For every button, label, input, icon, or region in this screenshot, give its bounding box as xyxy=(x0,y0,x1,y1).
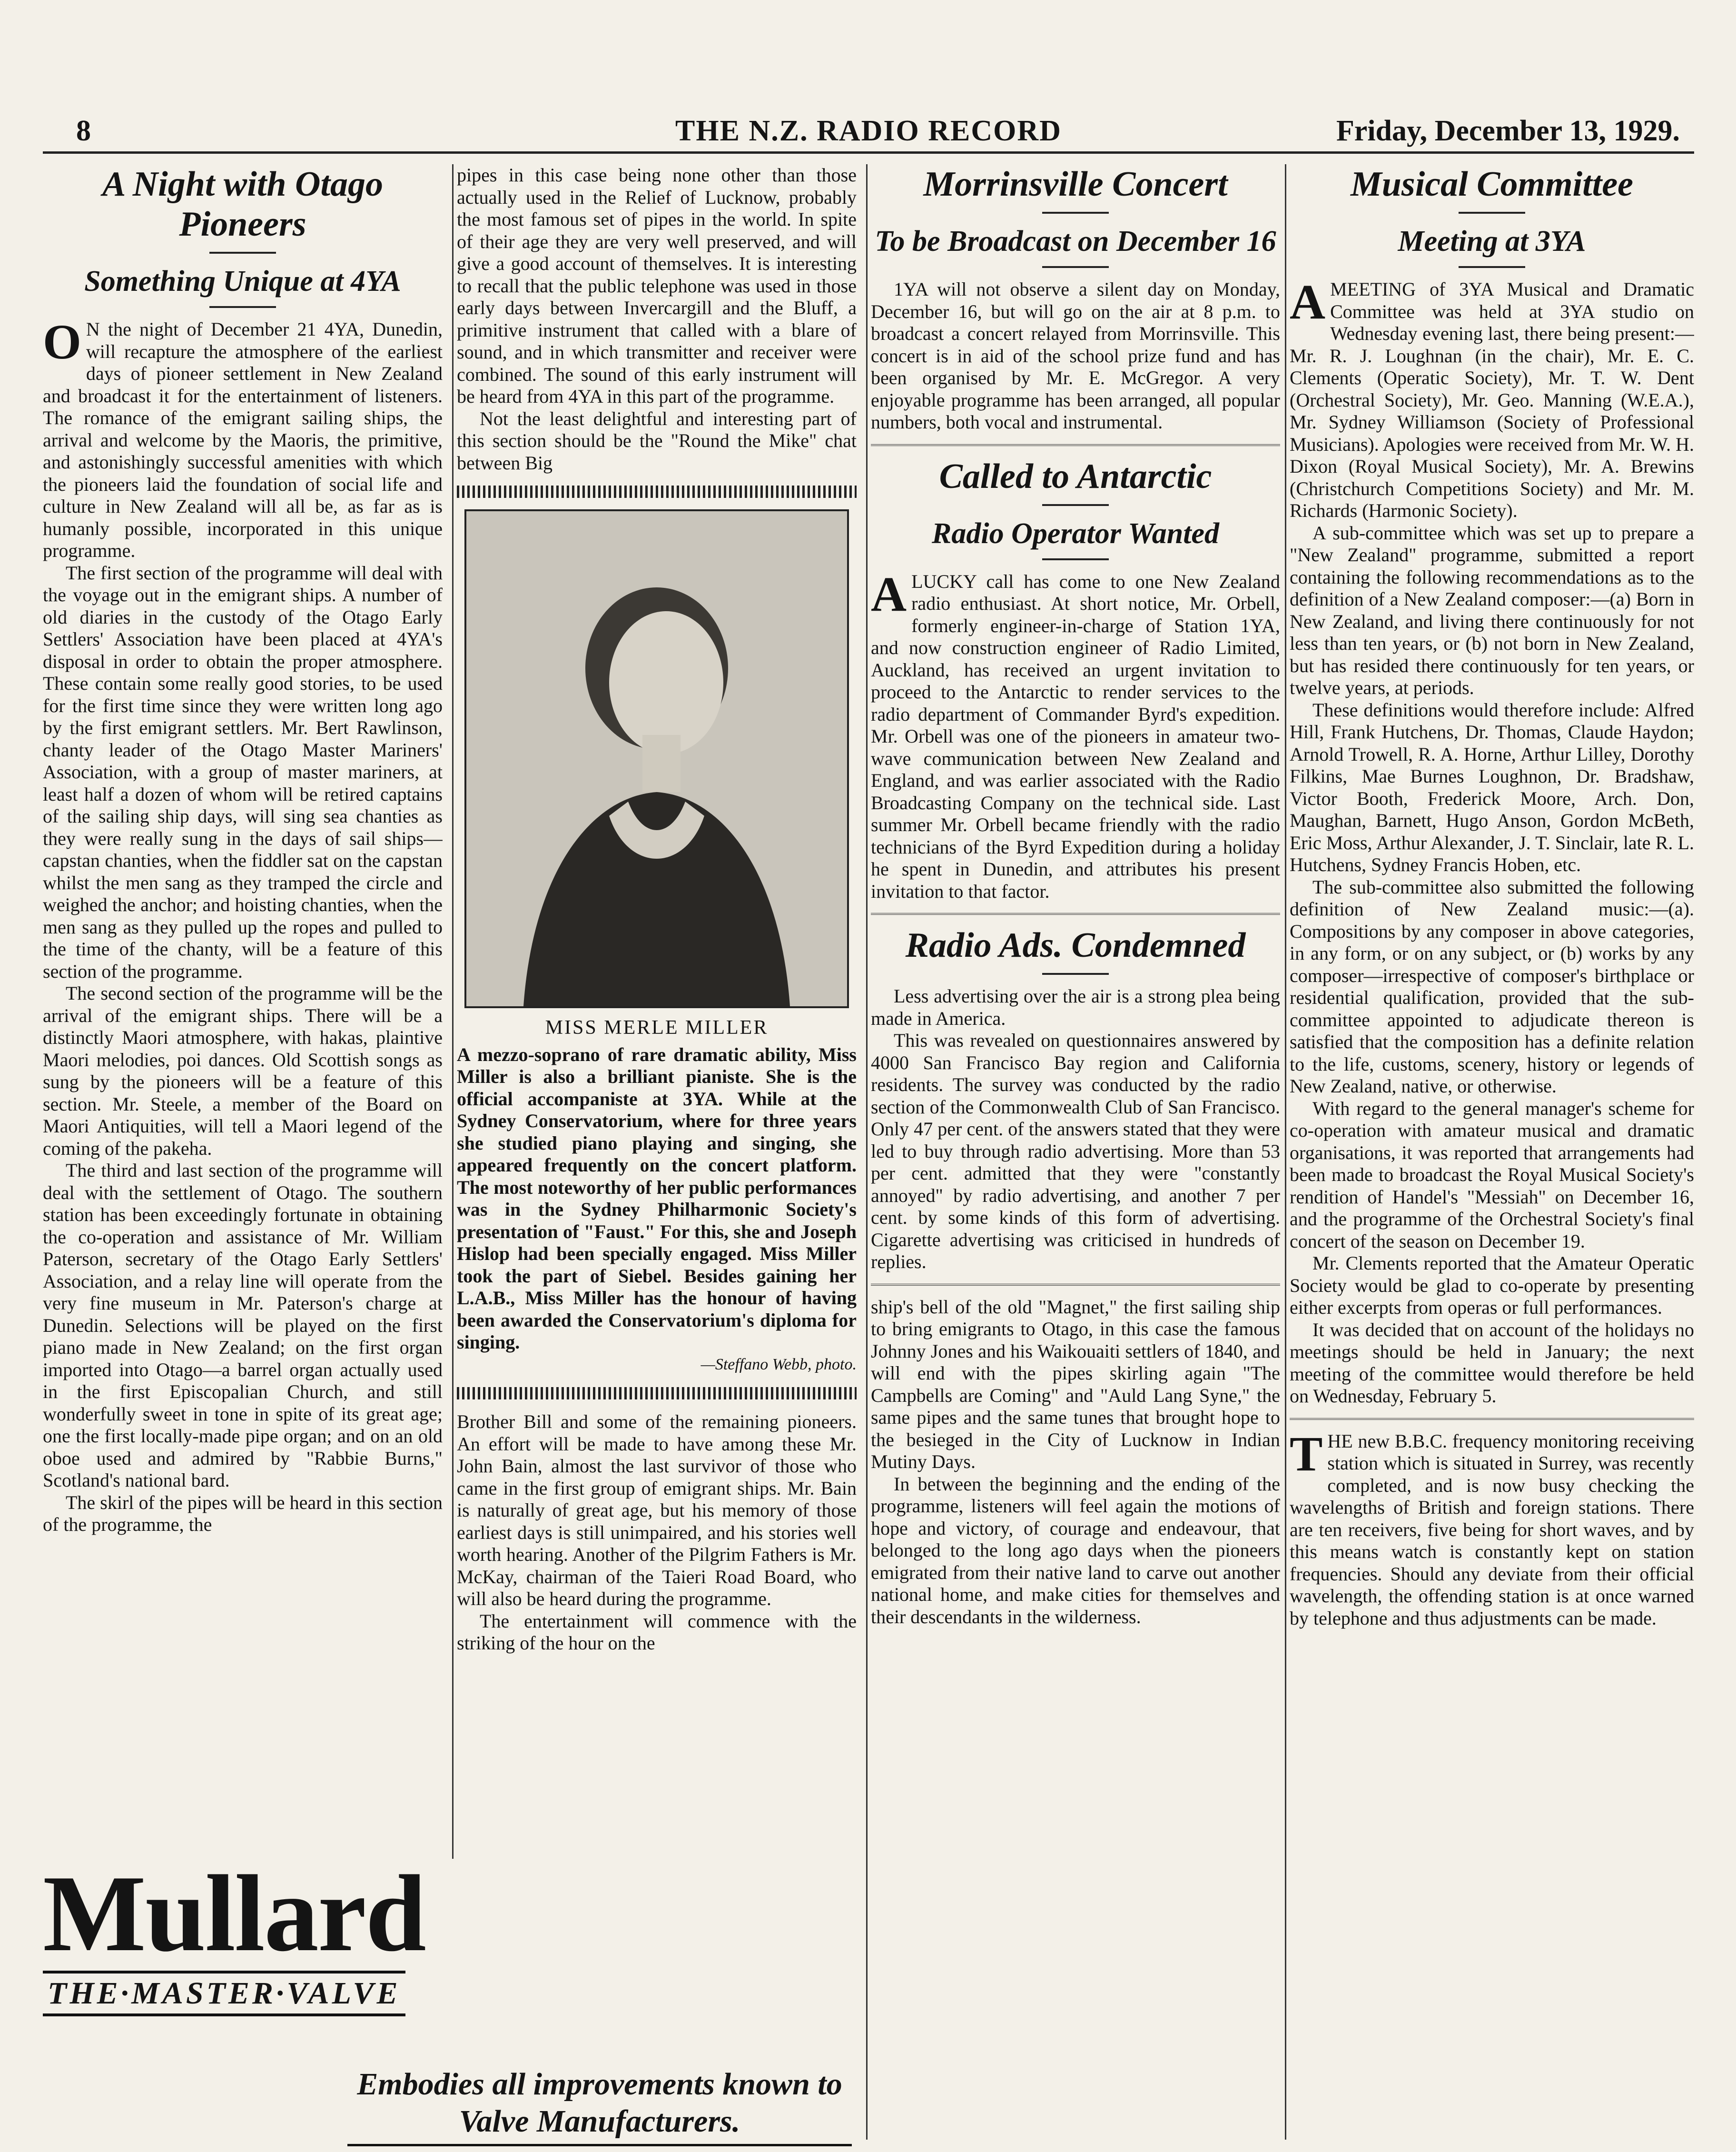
drop-cap: A xyxy=(1290,275,1326,329)
morrinsville-headline: Morrinsville Concert xyxy=(923,165,1228,204)
short-rule xyxy=(209,252,276,254)
otago-paragraph: The entertainment will commence with the striking of the hour on the xyxy=(457,1610,857,1654)
ads-headline: Radio Ads. Condemned xyxy=(905,926,1246,965)
committee-text: MEETING of 3YA Musical and Dramatic Committee was held at 3YA studio on Wednesday evening last, there being present:—Mr. R. J. Loughnan (in the chair), Mr. E. C. Clements (Operatic Society), Mr. T. W. Dent (Orchestral Society), Mr. Geo. Manning (W.E.A.), Mr. Sydney Williamson (Society of Professional Musicians). Apologies were received from Mr. W. H. Dixon (Royal Musical Society), Mr. A. Brewins (Christchurch Competitions Society) and Mr. M. Richards (Harmonic Society). xyxy=(1290,278,1694,521)
masthead xyxy=(43,109,1694,152)
portrait-illustration xyxy=(466,511,847,1006)
otago-subhead: Something Unique at 4YA xyxy=(84,265,401,298)
photo-caption-title: MISS MERLE MILLER xyxy=(545,1017,769,1039)
mullard-logo: Mullard xyxy=(43,1853,425,1974)
ads-paragraph: This was revealed on questionnaires answered by 4000 San Francisco Bay region and California residents. The survey was conducted by the radio section of the Commonwealth Club of San Francisco. Only 47 per cent. of the answers stated that they were led to buy through radio advertising. More than 53 per cent. admitted that they were "constantly annoyed" by radio advertising, and another 7 per cent. by some kinds of this form of advertising. Cigarette advertising was criticised in hundreds of replies. xyxy=(871,1030,1280,1272)
bbc-body xyxy=(1290,1426,1694,1630)
otago-paragraph xyxy=(43,315,443,562)
section-rule xyxy=(1290,1418,1694,1420)
otago-paragraph: Not the least delightful and interesting part of this section should be the "Round the Mike" chat between Big xyxy=(457,407,857,474)
antarctic-subhead: Radio Operator Wanted xyxy=(932,517,1219,550)
section-rule xyxy=(871,444,1280,446)
otago-paragraph: ship's bell of the old "Magnet," the first sailing ship to bring emigrants to Otago, in this case the famous Johnny Jones and his Waikouaiti settlers of 1840, and will end with the pipes skirling again "The Campbells are Coming" and "Auld Lang Syne," the same pipes and the same tunes that brought hope to the besieged in the City of Lucknow in Indian Mutiny Days. xyxy=(871,1296,1280,1472)
committee-paragraph: Mr. Clements reported that the Amateur Operatic Society would be glad to co-operate by presenting either excerpts from operas or full performances. xyxy=(1290,1252,1694,1318)
otago-paragraph: The second section of the programme will be the arrival of the emigrant ships. There will be a distinctly Maori atmosphere, with hakas, plaintive Maori melodies, poi dances. Old Scottish songs as sung by the pioneers will be a feature of this section. Mr. Steele, a member of the Board on Maori Antiquities, will tell a Maori legend of the coming of the pakeha. xyxy=(43,982,443,1159)
column-rule xyxy=(866,164,868,2140)
news-column-3 xyxy=(871,164,1280,2140)
antarctic-headline: Called to Antarctic xyxy=(939,456,1212,496)
otago-paragraph: The third and last section of the programme will deal with the settlement of Otago. The southern station has been exceedingly fortunate in obtaining the co-operation and assistance of Mr. William Paterson, secretary of the Otago Early Settlers' Association, and a relay line will operate from the very fine museum in Mr. Paterson's charge at Dunedin. Selections will be played on the first piano made in New Zealand; on the first organ imported into Otago—a barrel organ actually used in the first Episcopalian Church, and still wonderfully sweet in tone in spite of its great age; one the first locally-made pipe organ; and on an old oboe used and admired by "Rabbie Burns," Scotland's national bard. xyxy=(43,1160,443,1491)
news-column-4 xyxy=(1290,164,1694,2140)
drop-cap: T xyxy=(1290,1426,1323,1481)
page-number: 8 xyxy=(76,115,91,147)
masthead-rule xyxy=(43,151,1694,154)
ornamental-rule xyxy=(457,1387,857,1399)
short-rule xyxy=(1042,558,1109,560)
antarctic-text: LUCKY call has come to one New Zealand radio enthusiast. At short notice, Mr. Orbell, formerly engineer-in-charge of Station 1YA, and now construction engineer of Radio Limited, Auckland, has received an urgent invitation to proceed to the Antarctic to render services to the radio department of Commander Byrd's expedition. Mr. Orbell was one of the pioneers in amateur two-wave communication between New Zealand and England, and was earlier associated with the Radio Broadcasting Company on the technical side. Last summer Mr. Orbell became friendly with the radio technicians of the Byrd Expedition during a holiday he spent in Dunedin, and attributes his present invitation to that factor. xyxy=(871,570,1280,902)
otago-text: N the night of December 21 4YA, Dunedin, will recapture the atmosphere of the earliest days of pioneer settlement in New Zealand and broadcast it for the entertainment of listeners. The romance of the emigrant sailing ships, the arrival and welcome by the Maoris, the primitive, and astonishingly successful amenities with which the pioneers laid the foundation of social life and culture in New Zealand will all be, as far as is humanly possible, incorporated in this unique programme. xyxy=(43,318,443,561)
short-rule xyxy=(209,306,276,308)
committee-paragraph: With regard to the general manager's scheme for co-operation with amateur musical and dramatic organisations, it was reported that arrangements had been made to broadcast the Royal Musical Society's rendition of Handel's "Messiah" on December 16, and the programme of the Orchestral Society's final concert of the season on December 19. xyxy=(1290,1097,1694,1252)
section-rule xyxy=(871,1284,1280,1286)
section-rule xyxy=(871,913,1280,915)
otago-article xyxy=(43,164,443,1859)
newspaper-title: THE N.Z. RADIO RECORD xyxy=(675,115,1062,147)
antarctic-body xyxy=(871,566,1280,903)
bbc-text: HE new B.B.C. frequency monitoring receiving station which is situated in Surrey, was recently completed, and is now busy checking the wavelengths of British and foreign stations. There are ten receivers, five being for short waves, and by this means watch is constantly kept on station frequencies. Should any deviate from their official wavelength, the offending station is at once warned by telephone and thus adjustments can be made. xyxy=(1290,1430,1694,1629)
issue-date: Friday, December 13, 1929. xyxy=(1336,115,1680,147)
otago-paragraph: pipes in this case being none other than those actually used in the Relief of Lucknow, probably the most famous set of pipes in the world. In spite of their age they are very well preserved, and will give a good account of themselves. It is interesting to recall that the public telephone was used in those early days between Invercargill and the Bluff, a primitive instrument that called with a blare of sound, and in which transmitter and receiver were combined. The sound of this early instrument will be heard from 4YA in this part of the programme. xyxy=(457,164,857,407)
committee-paragraph xyxy=(1290,275,1694,522)
otago-continued-column xyxy=(457,164,857,1925)
short-rule xyxy=(1042,212,1109,214)
mullard-body: Embodies all improvements known to Valve Manufacturers. xyxy=(347,2066,852,2146)
ornamental-rule xyxy=(457,486,857,498)
otago-paragraph: In between the beginning and the ending of the programme, listeners will feel again the motions of hope and victory, of courage and endeavour, that belonged to the long ago days when the pioneers emigrated from their native land to carve out another national home, and make cities for themselves and their descendants in the wilderness. xyxy=(871,1473,1280,1627)
photo-credit: —Steffano Webb, photo. xyxy=(700,1355,857,1373)
drop-cap: O xyxy=(43,315,81,369)
committee-subhead: Meeting at 3YA xyxy=(1398,225,1586,258)
morrinsville-subhead: To be Broadcast on December 16 xyxy=(875,225,1276,258)
committee-paragraph: A sub-committee which was set up to prepare a "New Zealand" programme, submitted a report containing the following recommendations as to the definition of a New Zealand composer:—(a) Born in New Zealand, and living there continuously for not less than ten years, or (b) not born in New Zealand, but has resided there continuously for ten years, or twelve years, at periods. xyxy=(1290,522,1694,698)
otago-paragraph: The first section of the programme will deal with the voyage out in the emigrant ships. A number of old diaries in the custody of the Otago Early Settlers' Association have been placed at 4YA's disposal in order to obtain the proper atmosphere. These contain some really good stories, to be used for the first time since they were written long ago by the first emigrant settlers. Mr. Bert Rawlinson, chanty leader of the Otago Master Mariners' Association, with a group of master mariners, at least half a dozen of whom will be retired captains of the sailing ship days, will sing sea chanties as they were really sung in the days of sail ships—capstan chanties, when the fiddler sat on the capstan whilst the men sang as they tramped the circle and weighed the anchor; and hoisting chanties, when the men sang as they pulled up the ropes and pulled to the time of the chanty, will be a feature of this section of the programme. xyxy=(43,562,443,982)
portrait-photo xyxy=(464,509,849,1008)
short-rule xyxy=(1459,266,1525,268)
committee-paragraph: It was decided that on account of the holidays no meetings should be held in January; the next meeting of the committee would therefore be held on Wednesday, February 5. xyxy=(1290,1319,1694,1407)
otago-headline: A Night with Otago Pioneers xyxy=(102,165,384,244)
short-rule xyxy=(1042,266,1109,268)
column-rule xyxy=(1285,164,1286,2140)
committee-headline: Musical Committee xyxy=(1350,165,1634,204)
short-rule xyxy=(1042,973,1109,975)
drop-cap: A xyxy=(871,566,907,622)
otago-paragraph: The skirl of the pipes will be heard in this section of the programme, the xyxy=(43,1491,443,1535)
committee-paragraph: The sub-committee also submitted the following definition of New Zealand music:—(a). Compositions by any composer in above categories, in any form, or on any subject, or (b) works by any composer—irrespective of composer's birthplace or residential qualification, provided that the sub-committee appointed to adjudicate thereon is satisfied that the composition has a definite relation to the life, customs, scenery, history or legends of New Zealand, native, or otherwise. xyxy=(1290,876,1694,1097)
photo-caption: A mezzo-soprano of rare dramatic ability, Miss Miller is also a brilliant pianiste. She is the official accompaniste at 3YA. While at the Sydney Conservatorium, where for three years she studied piano playing and singing, she appeared frequently on the concert platform. The most noteworthy of her public performances was in the Sydney Philharmonic Society's presentation of "Faust." For this, she and Joseph Hislop had been specially engaged. Miss Miller took the part of Siebel. Besides gaining her L.A.B., Miss Miller has the honour of having been awarded the Conservatorium's diploma for singing. xyxy=(457,1043,857,1353)
column-rule xyxy=(452,164,454,1859)
short-rule xyxy=(1042,504,1109,506)
morrinsville-body: 1YA will not observe a silent day on Monday, December 16, but will go on the air at 8 p.m. to broadcast a concert relayed from Morrinsville. This concert is in aid of the school prize fund and has been organised by Mr. E. McGregor. A very enjoyable programme has been arranged, all popular numbers, both vocal and instrumental. xyxy=(871,278,1280,433)
ads-paragraph: Less advertising over the air is a strong plea being made in America. xyxy=(871,985,1280,1029)
committee-paragraph: These definitions would therefore include: Alfred Hill, Frank Hutchens, Dr. Thomas, Claude Haydon; Arnold Trowell, R. A. Horne, Arthur Lilley, Dorothy Filkins, Mae Burnes Loughnon, Dr. Bradshaw, Victor Booth, Frederick Moore, Arch. Don, Maughan, Barnett, Hugo Anson, Gordon McBeth, Eric Moss, Arthur Alexander, J. T. Sinclair, late R. L. Hutchens, Sydney Francis Hoben, etc. xyxy=(1290,699,1694,875)
otago-paragraph: Brother Bill and some of the remaining pioneers. An effort will be made to have among these Mr. John Bain, almost the last survivor of those who came in the first group of emigrant ships. Mr. Bain is naturally of great age, but his memory of those earliest days is still unimpaired, and his stories well worth hearing. Another of the Pilgrim Fathers is Mr. McKay, chairman of the Taieri Road Board, who will also be heard during the programme. xyxy=(457,1411,857,1609)
short-rule xyxy=(1459,212,1525,214)
mullard-tagline: THE·MASTER·VALVE xyxy=(43,1971,405,2016)
mullard-advertisement xyxy=(43,1853,852,2142)
